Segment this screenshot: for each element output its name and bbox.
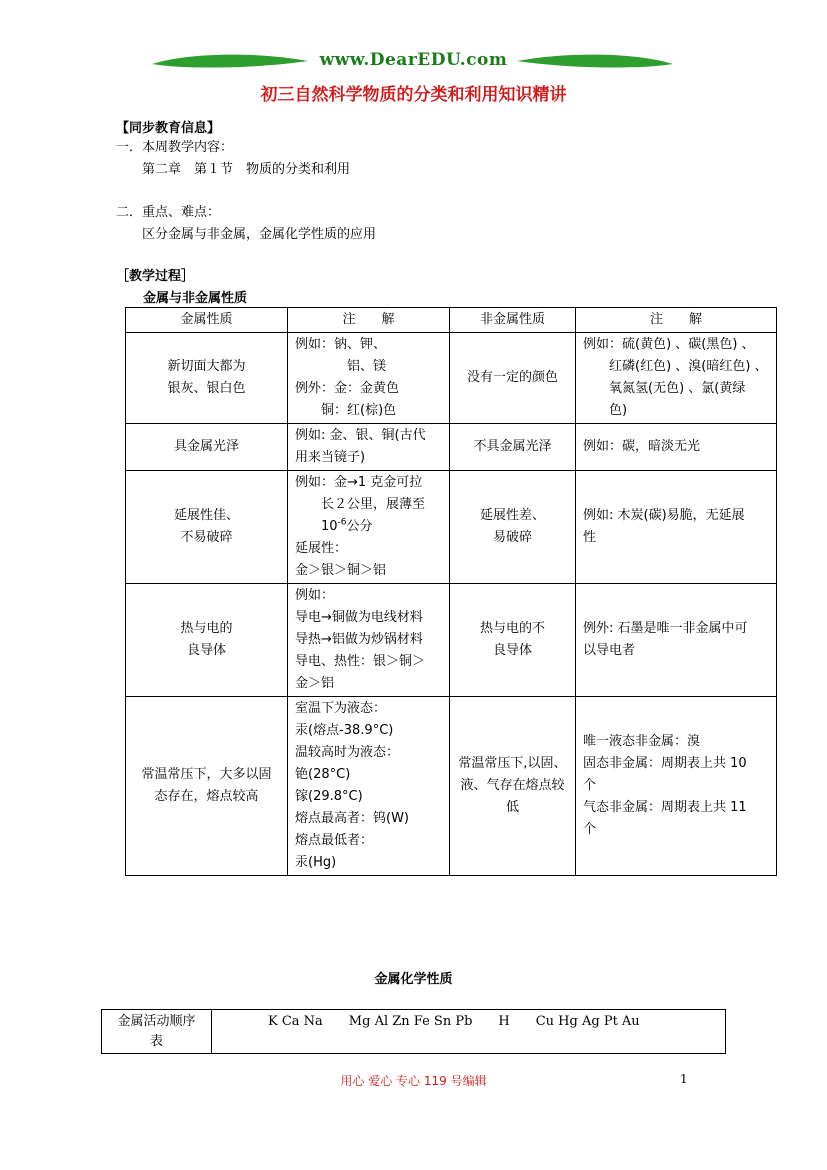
metal-property-cell: 新切面大都为 银灰、银白色 [126, 333, 288, 424]
header-nonmetal-property: 非金属性质 [450, 308, 576, 333]
header-url[interactable]: www.DearEDU.com [319, 50, 508, 70]
nonmetal-note-cell: 例如：硫(黄色) 、碳(黑色) 、 红磷(红色) 、溴(暗红色) 、 氧氮氢(无色) 、氯(黄绿 色) [576, 333, 777, 424]
nonmetal-note-cell: 例如: 木炭(碳)易脆，无延展 性 [576, 471, 777, 584]
table-header-row [126, 308, 777, 333]
table-row [126, 424, 777, 471]
table-row [126, 697, 777, 876]
header-note: 注 解 [288, 308, 450, 333]
nonmetal-property-cell: 热与电的不 良导体 [450, 584, 576, 697]
document-title: 初三自然科学物质的分类和利用知识精讲 [260, 85, 567, 105]
nonmetal-property-cell: 常温常压下,以固、 液、气存在熔点较 低 [450, 697, 576, 876]
metal-property-cell: 具金属光泽 [126, 424, 288, 471]
table-row [126, 333, 777, 424]
metal-note-cell: 例如： 导电→铜做为电线材料 导热→铝做为炒锅材料 导电、热性：银＞铜＞ 金＞铝 [288, 584, 450, 697]
table-row [102, 1010, 726, 1054]
process-heading: ［教学过程］ [116, 269, 195, 284]
chemical-properties-title: 金属化学性质 [374, 972, 453, 987]
metal-note-cell: 例如：金→1 克金可拉 长２公里，展薄至 $10^{-6}$公分 延展性： 金＞银＞铜＞铝 [288, 471, 450, 584]
table-row [126, 471, 777, 584]
header-note: 注 解 [576, 308, 777, 333]
metal-property-cell: 延展性佳、 不易破碎 [126, 471, 288, 584]
nonmetal-note-cell: 唯一液态非金属：溴 固态非金属：周期表上共 10 个 气态非金属：周期表上共 11 个 [576, 697, 777, 876]
table-row [126, 584, 777, 697]
metal-note-cell: 室温下为液态： 汞(熔点-38.9°C) 温较高时为液态： 铯(28°C) 镓(29.8°C) 熔点最高者：钨(W) 熔点最低者： 汞(Hg) [288, 697, 450, 876]
nonmetal-property-cell: 没有一定的颜色 [450, 333, 576, 424]
right-leaf-decoration [515, 50, 675, 72]
nonmetal-property-cell: 延展性差、 易破碎 [450, 471, 576, 584]
week-content-label: 一．本周教学内容： [116, 140, 234, 155]
table-title: 金属与非金属性质 [143, 291, 248, 306]
activity-series-values: K Ca Na Mg Al Zn Fe Sn Pb H Cu Hg Ag Pt Au [212, 1010, 726, 1054]
activity-series-label: 金属活动顺序 表 [102, 1010, 212, 1054]
metal-note-cell: 例如：钠、钾、 铝、镁 例外：金：金黄色 铜：红(棕)色 [288, 333, 450, 424]
key-points-label: 二．重点、难点： [116, 205, 221, 220]
nonmetal-property-cell: 不具金属光泽 [450, 424, 576, 471]
activity-series-table [101, 1009, 726, 1054]
page-number: 1 [680, 1072, 688, 1086]
nonmetal-note-cell: 例如：碳，暗淡无光 [576, 424, 777, 471]
metal-nonmetal-table [125, 307, 777, 876]
sync-info-heading: 【同步教育信息】 [116, 121, 221, 136]
metal-property-cell: 热与电的 良导体 [126, 584, 288, 697]
metal-note-cell: 例如: 金、银、铜(古代 用来当镜子) [288, 424, 450, 471]
header-metal-property: 金属性质 [126, 308, 288, 333]
key-points: 区分金属与非金属，金属化学性质的应用 [142, 227, 377, 242]
metal-property-cell: 常温常压下，大多以固 态存在，熔点较高 [126, 697, 288, 876]
week-content: 第二章 第１节 物质的分类和利用 [142, 162, 351, 177]
footer-motto: 用心 爱心 专心 119 号编辑 [340, 1074, 487, 1088]
nonmetal-note-cell: 例外: 石墨是唯一非金属中可 以导电者 [576, 584, 777, 697]
